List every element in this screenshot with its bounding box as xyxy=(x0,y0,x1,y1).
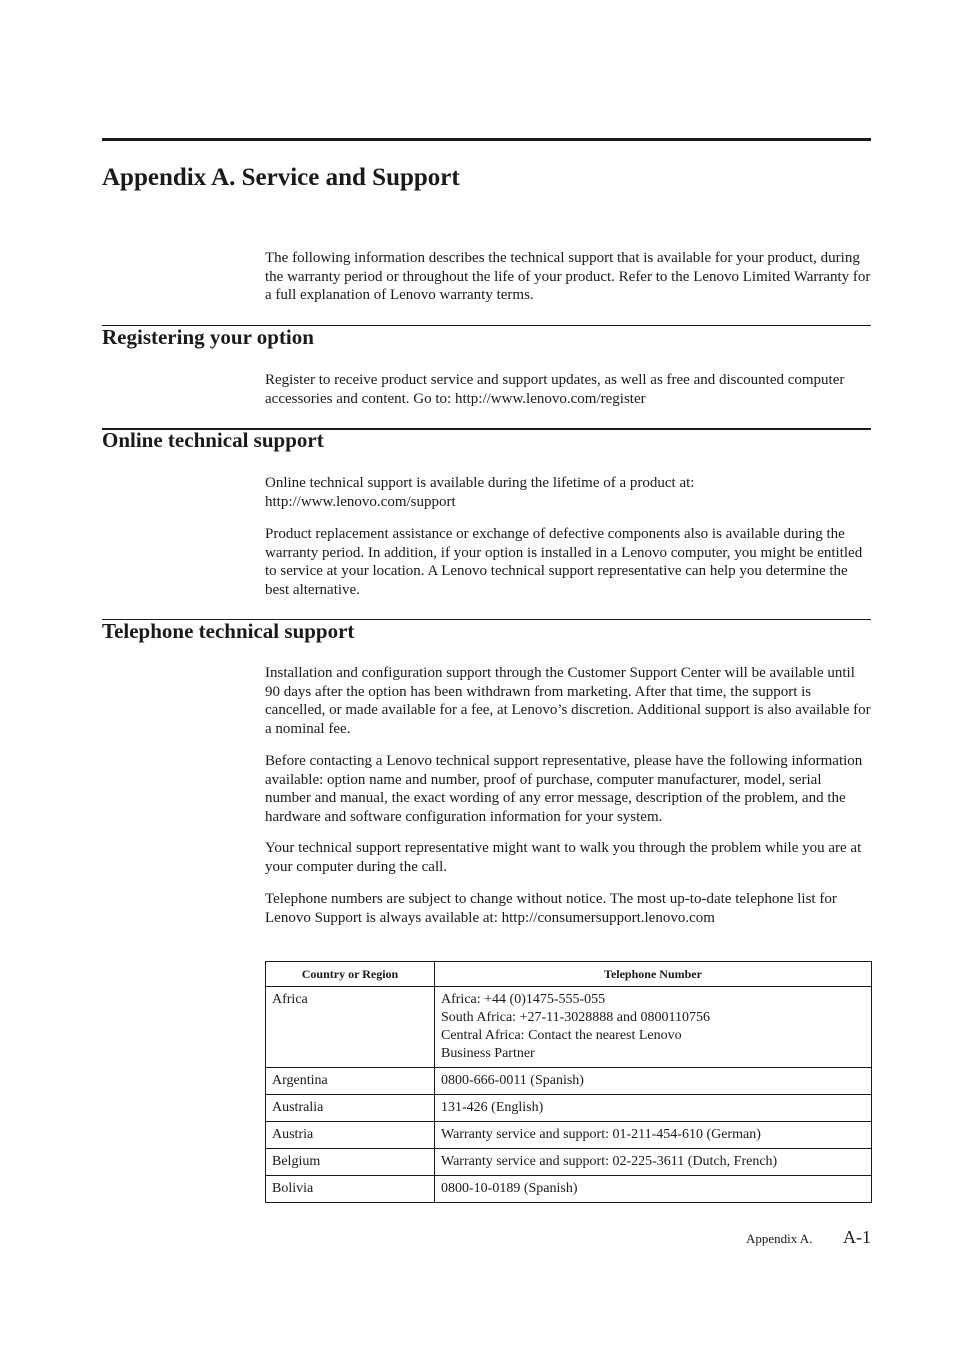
heading-online-support: Online technical support xyxy=(102,428,324,452)
online-paragraph-2: Product replacement assistance or exchange of defective components also is available during the warranty period. In addition, if your option is installed in a Lenovo computer, you might be entitled to service at your location. A Lenovo technical support representative can help you determine the best alternative. xyxy=(265,526,863,598)
column-header-country: Country or Region xyxy=(266,962,435,987)
country-cell: Africa xyxy=(266,987,435,1068)
column-header-phone: Telephone Number xyxy=(435,962,872,987)
table-row xyxy=(266,1095,872,1122)
intro-paragraph: The following information describes the technical support that is available for your product, during the warranty period or throughout the life of your product. Refer to the Lenovo Limited Warranty for a full explanation of Lenovo warranty terms. xyxy=(265,250,871,303)
online-paragraph-1: Online technical support is available during the lifetime of a product at: http://www.lenovo.com/support xyxy=(265,475,695,510)
footer-label: Appendix A. xyxy=(746,1231,813,1246)
country-cell: Argentina xyxy=(266,1068,435,1095)
phone-cell: 0800-666-0011 (Spanish) xyxy=(435,1068,872,1095)
country-cell: Australia xyxy=(266,1095,435,1122)
phone-line: Central Africa: Contact the nearest Lenovo xyxy=(441,1028,682,1043)
table-row xyxy=(266,987,872,1068)
telephone-paragraph-3: Your technical support representative might want to walk you through the problem while you are at your computer during the call. xyxy=(265,840,862,875)
telephone-paragraph-2: Before contacting a Lenovo technical support representative, please have the following information available: option name and number, proof of purchase, computer manufacturer, model, serial number and manual, the exact wording of any error message, description of the problem, and the hardware and software configuration information for your system. xyxy=(265,753,863,825)
country-cell: Belgium xyxy=(266,1149,435,1176)
country-cell: Bolivia xyxy=(266,1176,435,1203)
telephone-paragraph-1: Installation and configuration support through the Customer Support Center will be available until 90 days after the option has been withdrawn from marketing. After that time, the support is cancelled, or made available for a fee, at Lenovo’s discretion. Additional support is also available for a nominal fee. xyxy=(265,665,871,737)
page-number: A-1 xyxy=(843,1227,871,1247)
table-row xyxy=(266,1122,872,1149)
phone-line: South Africa: +27-11-3028888 and 0800110756 xyxy=(441,1010,710,1025)
phone-cell: Warranty service and support: 02-225-3611 (Dutch, French) xyxy=(435,1149,872,1176)
table-header-row xyxy=(266,962,872,987)
phone-cell: Warranty service and support: 01-211-454-610 (German) xyxy=(435,1122,872,1149)
phone-cell: 0800-10-0189 (Spanish) xyxy=(435,1176,872,1203)
phone-line: Business Partner xyxy=(441,1046,535,1061)
page-title: Appendix A. Service and Support xyxy=(102,164,460,191)
heading-telephone-support: Telephone technical support xyxy=(102,619,355,643)
phone-line: Africa: +44 (0)1475-555-055 xyxy=(441,992,606,1007)
phone-cell: 131-426 (English) xyxy=(435,1095,872,1122)
telephone-paragraph-4: Telephone numbers are subject to change without notice. The most up-to-date telephone list for Lenovo Support is always available at: http://consumersupport.lenovo.com xyxy=(265,891,837,926)
table-row xyxy=(266,1149,872,1176)
telephone-table xyxy=(265,961,872,1203)
phone-cell xyxy=(435,987,872,1068)
country-cell: Austria xyxy=(266,1122,435,1149)
table-row xyxy=(266,1068,872,1095)
heading-registering: Registering your option xyxy=(102,325,314,349)
top-rule xyxy=(102,138,871,141)
registering-paragraph: Register to receive product service and support updates, as well as free and discounted computer accessories and content. Go to: http://www.lenovo.com/register xyxy=(265,372,845,407)
table-row xyxy=(266,1176,872,1203)
